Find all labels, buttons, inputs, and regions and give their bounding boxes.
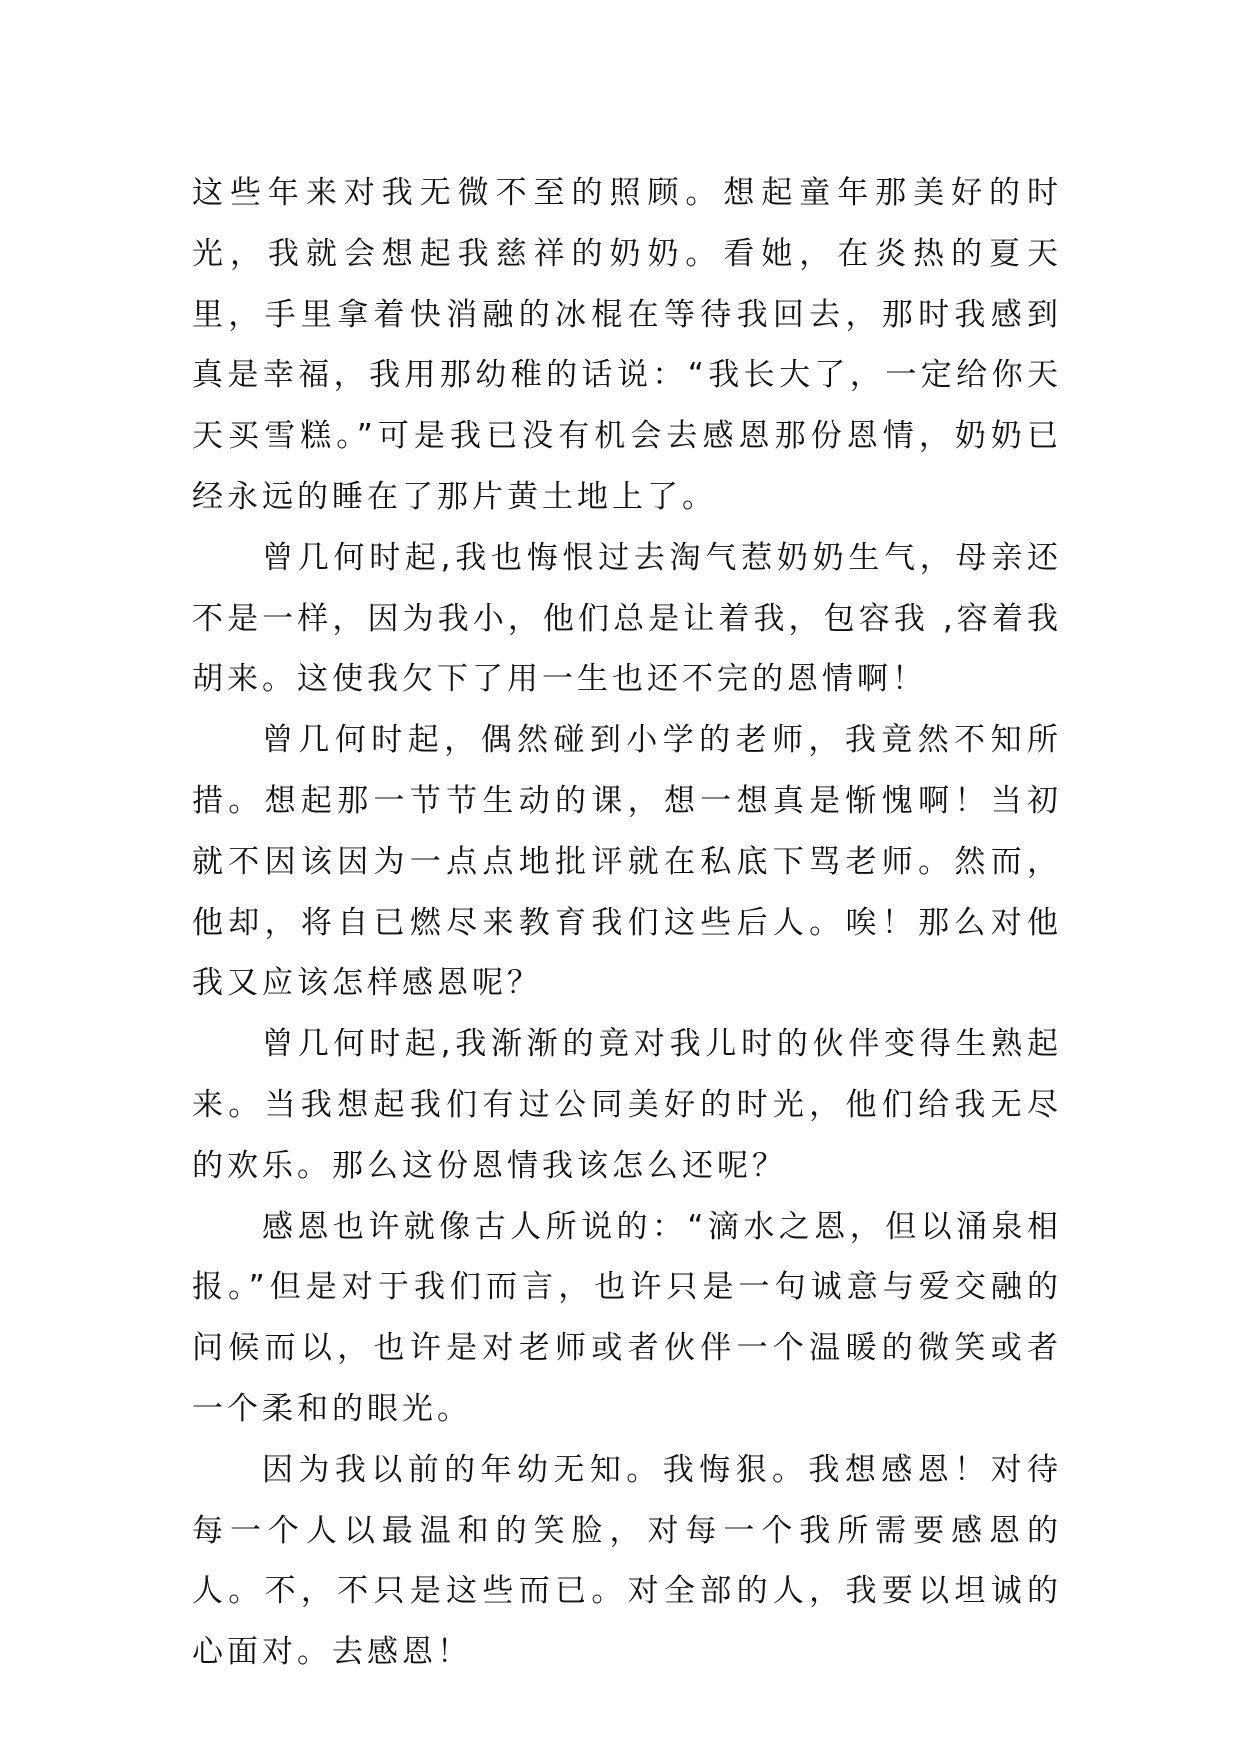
paragraph-1: 这些年来对我无微不至的照顾。想起童年那美好的时光，我就会想起我慈祥的奶奶。看她，在炎热的夏天里，手里拿着快消融的冰棍在等待我回去，那时我感到真是幸福，我用那幼稚的话说：“我长大了，一定给你天天买雪糕。”可是我已没有机会去感恩那份恩情，奶奶已经永远的睡在了那片黄土地上了。 [192, 175, 1062, 515]
paragraph-3: 曾几何时起，偶然碰到小学的老师，我竟然不知所措。想起那一节节生动的课，想一想真是惭愧啊！当初就不因该因为一点点地批评就在私底下骂老师。然而，他却，将自已燃尽来教育我们这些后人。唉！那么对他我又应该怎样感恩呢？ [192, 722, 1062, 1002]
essay-body [192, 163, 1062, 1683]
paragraph-2: 曾几何时起,我也悔恨过去淘气惹奶奶生气，母亲还不是一样，因为我小，他们总是让着我，包容我 ,容着我胡来。这使我欠下了用一生也还不完的恩情啊！ [192, 539, 1062, 698]
paragraph-5: 感恩也许就像古人所说的：“滴水之恩，但以涌泉相报。”但是对于我们而言，也许只是一句诚意与爱交融的问候而以，也许是对老师或者伙伴一个温暖的微笑或者一个柔和的眼光。 [192, 1208, 1062, 1427]
paragraph-6: 因为我以前的年幼无知。我悔狠。我想感恩！对待每一个人以最温和的笑脸，对每一个我所需要感恩的人。不，不只是这些而已。对全部的人，我要以坦诚的心面对。去感恩！ [192, 1451, 1062, 1671]
paragraph-4: 曾几何时起,我渐渐的竟对我儿时的伙伴变得生熟起来。当我想起我们有过公同美好的时光，他们给我无尽的欢乐。那么这份恩情我该怎么还呢？ [192, 1026, 1062, 1184]
